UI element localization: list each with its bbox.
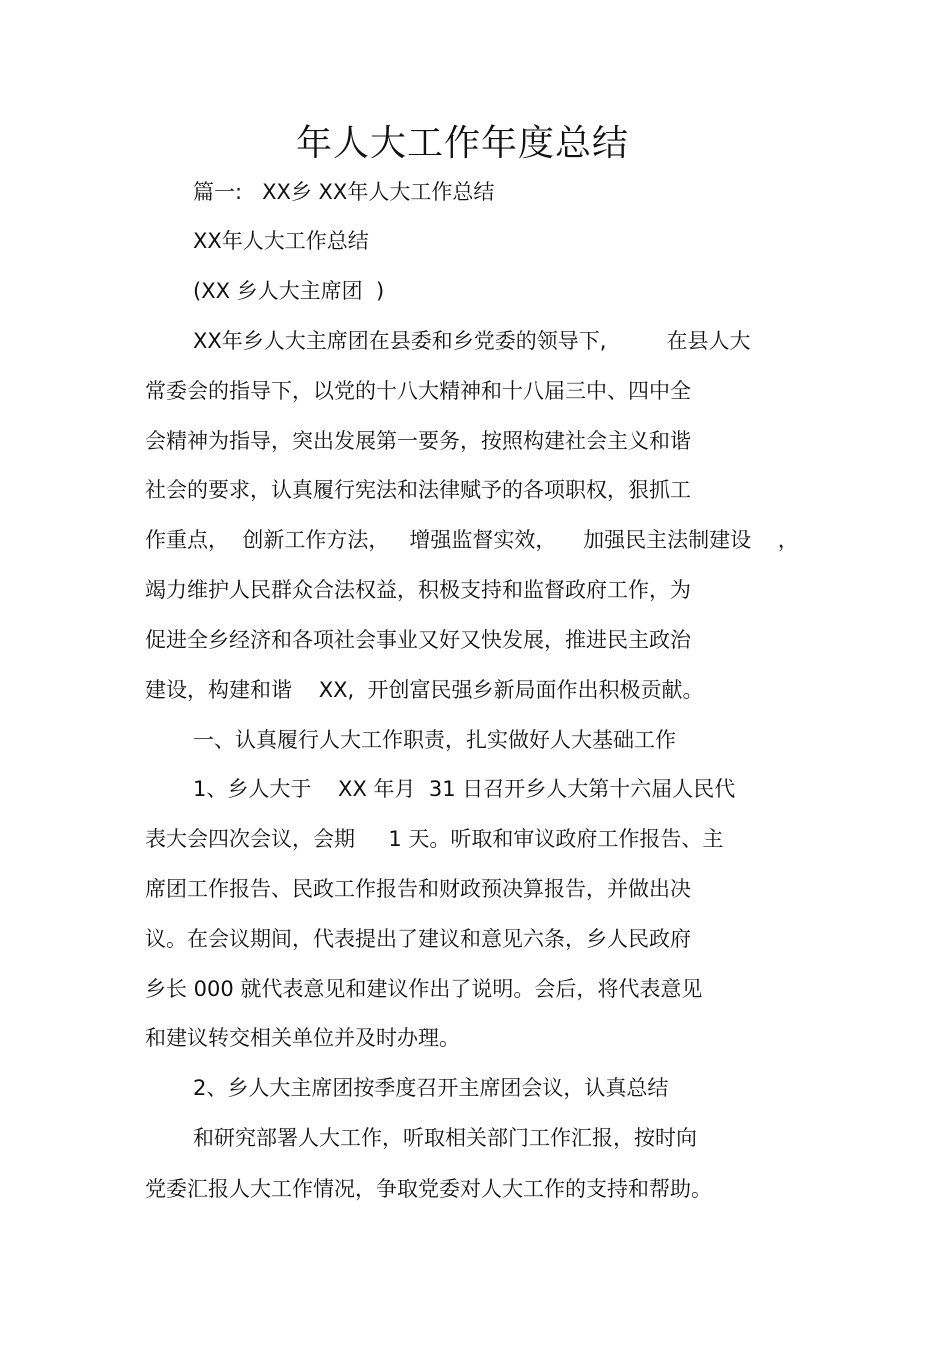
paragraph-line-8: 作重点， 创新工作方法， 增强监督实效， 加强民主法制建设 ， — [145, 528, 799, 552]
paragraph-line-7: 社会的要求，认真履行宪法和法律赋予的各项职权，狠抓工 — [145, 478, 691, 502]
paragraph-line-16: 乡长 000 就代表意见和建议作出了说明。会后，将代表意见 — [145, 977, 703, 1001]
paragraph-line-10: 促进全乡经济和各项社会事业又好又快发展，推进民主政治 — [145, 628, 691, 652]
section-heading-1: 一、认真履行人大工作职责，扎实做好人大基础工作 — [193, 728, 676, 752]
paragraph-line-11: 建设，构建和谐 XX, 开创富民强乡新局面作出积极贡献。 — [145, 678, 704, 702]
paragraph-line-19: 和研究部署人大工作，听取相关部门工作汇报，按时向 — [193, 1126, 697, 1150]
paragraph-line-17: 和建议转交相关单位并及时办理。 — [145, 1026, 460, 1050]
paragraph-line-1: 篇一: XX乡 XX年人大工作总结 — [193, 180, 495, 204]
paragraph-line-6: 会精神为指导，突出发展第一要务，按照构建社会主义和谐 — [145, 429, 691, 453]
paragraph-line-4: XX年乡人大主席团在县委和乡党委的领导下, 在县人大 — [193, 329, 751, 353]
paragraph-line-14: 席团工作报告、民政工作报告和财政预决算报告，并做出决 — [145, 877, 691, 901]
paragraph-line-12: 1、乡人大于 XX 年月 31 日召开乡人大第十六届人民代 — [193, 777, 736, 801]
paragraph-line-3: (XX 乡人大主席团 ) — [193, 279, 385, 303]
paragraph-line-2: XX年人大工作总结 — [193, 229, 369, 253]
paragraph-line-20: 党委汇报人大工作情况，争取党委对人大工作的支持和帮助。 — [145, 1177, 712, 1201]
paragraph-line-15: 议。在会议期间，代表提出了建议和意见六条，乡人民政府 — [145, 927, 691, 951]
paragraph-line-5: 常委会的指导下，以党的十八大精神和十八届三中、四中全 — [145, 379, 691, 403]
paragraph-line-13: 表大会四次会议，会期 1 天。听取和审议政府工作报告、主 — [145, 827, 724, 851]
paragraph-line-18: 2、乡人大主席团按季度召开主席团会议，认真总结 — [193, 1076, 669, 1100]
paragraph-line-9: 竭力维护人民群众合法权益，积极支持和监督政府工作，为 — [145, 578, 691, 602]
document-title: 年人大工作年度总结 — [295, 123, 629, 164]
